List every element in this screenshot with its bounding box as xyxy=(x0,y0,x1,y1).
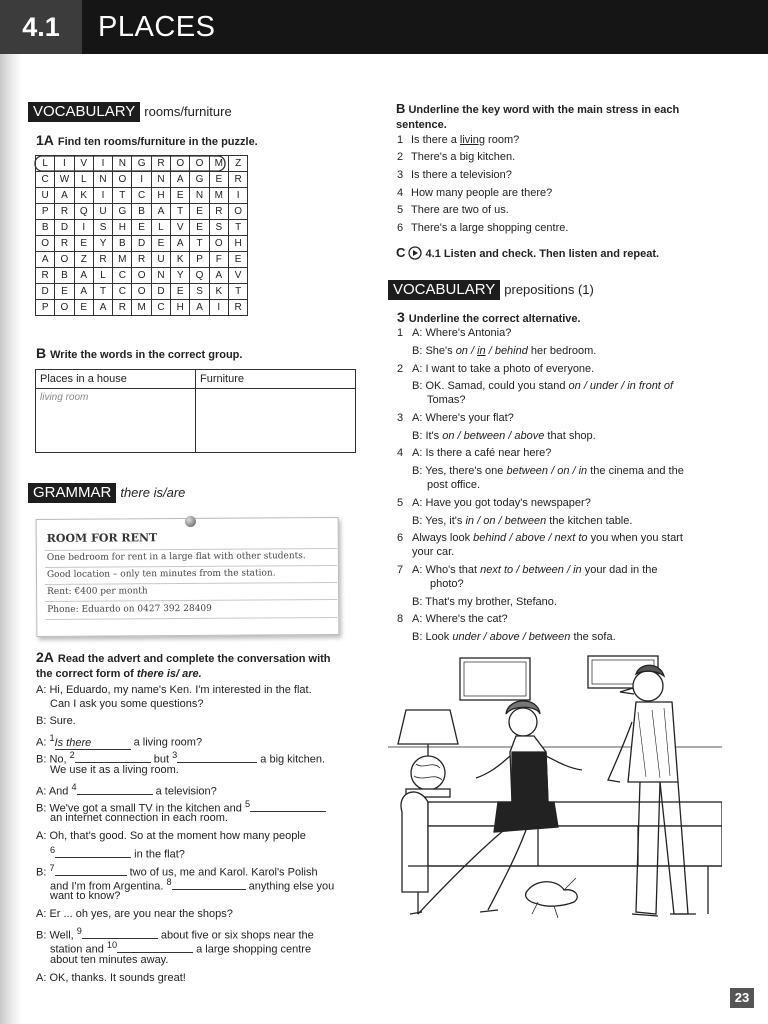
item-number: 3 xyxy=(397,412,404,424)
puzzle-cell[interactable]: E xyxy=(228,252,247,268)
exercise-number: B xyxy=(36,345,47,361)
puzzle-cell[interactable]: U xyxy=(93,204,112,220)
puzzle-cell[interactable]: T xyxy=(190,236,209,252)
puzzle-cell[interactable]: A xyxy=(74,268,93,284)
dialogue-line: B: Sure. xyxy=(36,715,76,727)
dialogue-line: B: Well, $^9$ about five or six shops near the xyxy=(36,926,314,942)
advert-line: Good location – only ten minutes from the station. xyxy=(46,568,276,580)
puzzle-cell[interactable]: E xyxy=(190,220,209,236)
puzzle-cell[interactable]: I xyxy=(93,188,112,204)
list-item: 6 There's a large shopping centre. xyxy=(397,222,569,234)
answer-blank[interactable] xyxy=(250,801,326,812)
puzzle-row xyxy=(36,284,248,300)
groups-cell-furniture xyxy=(196,389,356,453)
dialogue-line: B: We've got a small TV in the kitchen and $^5$ xyxy=(36,797,326,816)
puzzle-cell[interactable]: U xyxy=(36,188,55,204)
exercise-3-heading: 3 Underline the correct alternative. xyxy=(397,309,581,325)
puzzle-cell[interactable]: T xyxy=(171,204,190,220)
puzzle-cell[interactable]: R xyxy=(36,268,55,284)
puzzle-row xyxy=(36,268,248,284)
dialogue-line: Always look behind / above / next to you when you start xyxy=(412,532,683,544)
puzzle-cell[interactable]: Q xyxy=(190,268,209,284)
answer-blank[interactable] xyxy=(77,784,153,795)
list-item: 1 Is there a living room? xyxy=(397,134,520,146)
exercise-instruction: Underline the key word with the main stress in each sentence. xyxy=(396,104,680,131)
dialogue-line: B: OK. Samad, could you stand on / under / in front of xyxy=(412,380,674,392)
vocabulary-tag: VOCABULARY xyxy=(28,102,140,122)
puzzle-cell[interactable]: P xyxy=(190,252,209,268)
item-number: 6 xyxy=(397,532,404,544)
puzzle-cell[interactable]: S xyxy=(93,220,112,236)
puzzle-row xyxy=(36,236,248,252)
puzzle-cell[interactable]: O xyxy=(132,284,151,300)
puzzle-cell[interactable]: G xyxy=(132,156,151,172)
puzzle-cell[interactable]: C xyxy=(132,188,151,204)
puzzle-cell[interactable]: R xyxy=(132,252,151,268)
puzzle-cell[interactable]: P xyxy=(36,300,55,316)
dialogue-line: A: I want to take a photo of everyone. xyxy=(412,363,595,375)
puzzle-cell[interactable]: E xyxy=(132,220,151,236)
exercise-b-heading xyxy=(396,101,726,133)
word-search-puzzle xyxy=(35,155,248,316)
exercise-instruction: Find ten rooms/furniture in the puzzle. xyxy=(57,136,258,148)
puzzle-cell[interactable]: V xyxy=(228,268,247,284)
puzzle-cell[interactable]: H xyxy=(228,236,247,252)
exercise-number: 2A xyxy=(36,649,54,665)
answer-blank[interactable] xyxy=(55,847,131,858)
puzzle-cell[interactable]: H xyxy=(113,220,132,236)
puzzle-cell[interactable]: E xyxy=(55,284,74,300)
puzzle-cell[interactable]: D xyxy=(132,236,151,252)
puzzle-cell[interactable]: E xyxy=(209,172,228,188)
dialogue-line: B: That's my brother, Stefano. xyxy=(412,596,557,608)
advert-note xyxy=(36,517,340,637)
puzzle-cell[interactable]: E xyxy=(171,188,190,204)
page-title: PLACES xyxy=(98,11,216,43)
puzzle-row xyxy=(36,300,248,316)
groups-table xyxy=(35,369,356,453)
puzzle-cell[interactable]: O xyxy=(171,156,190,172)
living-room-illustration xyxy=(388,652,722,942)
puzzle-cell[interactable]: L xyxy=(36,156,55,172)
puzzle-cell[interactable]: R xyxy=(228,172,247,188)
puzzle-cell[interactable]: G xyxy=(190,172,209,188)
answer-blank[interactable] xyxy=(177,752,257,763)
dialogue-line: B: She's on / in / behind her bedroom. xyxy=(412,345,597,357)
puzzle-cell[interactable]: R xyxy=(55,204,74,220)
puzzle-cell[interactable]: O xyxy=(55,252,74,268)
dialogue-line: B: $^7$ two of us, me and Karol. Karol's Polish xyxy=(36,863,318,879)
vocabulary-subtitle: rooms/furniture xyxy=(144,104,232,119)
dialogue-line: post office. xyxy=(427,479,480,491)
dialogue-line: Tomas? xyxy=(427,394,466,406)
answer-blank[interactable] xyxy=(82,928,158,939)
puzzle-cell[interactable]: Z xyxy=(74,252,93,268)
advert-line: Rent: €400 per month xyxy=(47,586,148,597)
audio-play-icon[interactable] xyxy=(408,246,422,260)
exercise-1a-heading xyxy=(36,132,258,148)
puzzle-cell[interactable]: K xyxy=(171,252,190,268)
advert-line: Phone: Eduardo on 0427 392 28409 xyxy=(47,603,212,615)
page-header xyxy=(0,0,768,54)
dialogue-line: B: Yes, it's in / on / between the kitchen table. xyxy=(412,515,633,527)
item-number: 8 xyxy=(397,613,404,625)
puzzle-cell[interactable]: B xyxy=(55,268,74,284)
puzzle-cell[interactable]: O xyxy=(55,300,74,316)
puzzle-cell[interactable]: B xyxy=(132,204,151,220)
puzzle-cell[interactable]: O xyxy=(228,204,247,220)
exercise-instruction: Read the advert and complete the conversation with the correct form of xyxy=(36,653,331,680)
unit-number: 4.1 xyxy=(0,0,82,54)
dialogue-line: A: Where's your flat? xyxy=(412,412,514,424)
puzzle-row xyxy=(36,172,248,188)
puzzle-cell[interactable]: S xyxy=(209,220,228,236)
dialogue-line: We use it as a living room. xyxy=(50,764,179,776)
puzzle-cell[interactable]: I xyxy=(132,172,151,188)
puzzle-row xyxy=(36,204,248,220)
advert-line: One bedroom for rent in a large flat with other students. xyxy=(46,551,306,563)
puzzle-cell[interactable]: M xyxy=(132,300,151,316)
puzzle-cell[interactable]: M xyxy=(113,252,132,268)
puzzle-cell[interactable]: R xyxy=(209,204,228,220)
puzzle-cell[interactable]: A xyxy=(209,268,228,284)
groups-header-furniture: Furniture xyxy=(196,370,356,389)
puzzle-cell[interactable]: U xyxy=(151,252,170,268)
answer-blank[interactable]: Is there xyxy=(55,737,131,750)
puzzle-cell[interactable]: C xyxy=(113,284,132,300)
puzzle-cell[interactable]: V xyxy=(74,156,93,172)
item-number: 2 xyxy=(397,363,404,375)
answer-blank[interactable] xyxy=(172,879,246,890)
dialogue-line: and I'm from Argentina. $^8$ anything else you xyxy=(50,877,335,893)
puzzle-cell[interactable]: B xyxy=(36,220,55,236)
dialogue-line: A: Where's the cat? xyxy=(412,613,508,625)
vocabulary-prepositions-heading xyxy=(388,280,594,300)
puzzle-cell[interactable]: I xyxy=(93,156,112,172)
answer-blank[interactable] xyxy=(117,942,193,953)
answer-blank[interactable] xyxy=(55,865,127,876)
item-number: 7 xyxy=(397,564,404,576)
puzzle-cell[interactable]: E xyxy=(74,236,93,252)
puzzle-cell[interactable]: C xyxy=(113,268,132,284)
puzzle-cell[interactable]: I xyxy=(209,300,228,316)
puzzle-cell[interactable]: K xyxy=(209,284,228,300)
dialogue-line: A: OK, thanks. It sounds great! xyxy=(36,972,186,984)
dialogue-line: photo? xyxy=(430,578,464,590)
puzzle-cell[interactable]: D xyxy=(151,284,170,300)
grammar-heading xyxy=(28,483,185,503)
dialogue-line: B: No, $^2$ but $^3$ a big kitchen. xyxy=(36,750,326,766)
puzzle-cell[interactable]: H xyxy=(151,188,170,204)
dialogue-line: Can I ask you some questions? xyxy=(50,698,204,710)
dialogue-line: B: Yes, there's one between / on / in the cinema and the xyxy=(412,465,684,477)
groups-header-places: Places in a house xyxy=(36,370,196,389)
dialogue-line: station and $^{10}$ a large shopping centre xyxy=(50,940,312,956)
puzzle-cell[interactable]: D xyxy=(55,220,74,236)
puzzle-cell[interactable]: O xyxy=(113,172,132,188)
dialogue-line: B: It's on / between / above that shop. xyxy=(412,430,596,442)
exercise-number: 1A xyxy=(36,132,54,148)
puzzle-cell[interactable]: I xyxy=(228,188,247,204)
page-shadow xyxy=(0,50,22,1024)
puzzle-cell[interactable]: A xyxy=(171,172,190,188)
puzzle-cell[interactable]: C xyxy=(151,300,170,316)
puzzle-cell[interactable]: T xyxy=(228,284,247,300)
list-item: 4 How many people are there? xyxy=(397,187,553,199)
puzzle-cell[interactable]: A xyxy=(93,300,112,316)
puzzle-cell[interactable]: A xyxy=(74,284,93,300)
page-number: 23 xyxy=(730,988,754,1008)
puzzle-cell[interactable]: O xyxy=(190,156,209,172)
item-number: 4 xyxy=(397,447,404,459)
exercise-c-heading: C 4.1 Listen and check. Then listen and repeat. xyxy=(396,245,660,260)
puzzle-cell[interactable]: R xyxy=(228,300,247,316)
dialogue-line: A: Where's Antonia? xyxy=(412,327,512,339)
list-item: 5 There are two of us. xyxy=(397,204,509,216)
puzzle-cell[interactable]: R xyxy=(113,300,132,316)
dialogue-line: B: Look under / above / between the sofa. xyxy=(412,631,616,643)
puzzle-cell[interactable]: B xyxy=(113,236,132,252)
puzzle-row xyxy=(36,252,248,268)
puzzle-cell[interactable]: M xyxy=(209,156,228,172)
puzzle-cell[interactable]: H xyxy=(171,300,190,316)
puzzle-cell[interactable]: Y xyxy=(171,268,190,284)
puzzle-cell[interactable]: O xyxy=(209,236,228,252)
grammar-subtitle: there is/are xyxy=(120,485,186,500)
answer-blank[interactable] xyxy=(75,752,151,763)
pin-icon xyxy=(185,516,196,527)
dialogue-line: A: Is there a café near here? xyxy=(412,447,552,459)
exercise-instruction: Write the words in the correct group. xyxy=(50,349,243,361)
dialogue-line: $^6$ in the flat? xyxy=(50,845,185,861)
dialogue-line: an internet connection in each room. xyxy=(50,812,228,824)
puzzle-cell[interactable]: S xyxy=(190,284,209,300)
puzzle-cell[interactable]: L xyxy=(151,220,170,236)
puzzle-cell[interactable]: L xyxy=(74,172,93,188)
list-item: 2 There's a big kitchen. xyxy=(397,151,516,163)
puzzle-cell[interactable]: E xyxy=(74,300,93,316)
puzzle-cell[interactable]: A xyxy=(151,204,170,220)
puzzle-cell[interactable]: T xyxy=(228,220,247,236)
puzzle-cell[interactable]: I xyxy=(55,156,74,172)
dialogue-line: A: Hi, Eduardo, my name's Ken. I'm interested in the flat. xyxy=(36,684,312,696)
puzzle-cell[interactable]: O xyxy=(132,268,151,284)
puzzle-answer-loop xyxy=(33,155,253,173)
puzzle-cell[interactable]: N xyxy=(151,172,170,188)
puzzle-cell[interactable]: Q xyxy=(74,204,93,220)
puzzle-cell[interactable]: I xyxy=(74,220,93,236)
puzzle-cell[interactable]: Y xyxy=(93,236,112,252)
puzzle-cell[interactable]: Z xyxy=(228,156,247,172)
puzzle-cell[interactable]: F xyxy=(209,252,228,268)
puzzle-cell[interactable]: N xyxy=(151,268,170,284)
dialogue-line: A: $^1$Is there a living room? xyxy=(36,733,203,749)
exercise-1b-heading xyxy=(36,345,242,361)
grammar-tag: GRAMMAR xyxy=(28,483,116,503)
puzzle-cell[interactable]: N xyxy=(93,172,112,188)
puzzle-row xyxy=(36,188,248,204)
puzzle-cell[interactable]: R xyxy=(93,252,112,268)
vocabulary-subtitle: prepositions (1) xyxy=(504,282,594,297)
puzzle-cell[interactable]: P xyxy=(36,204,55,220)
dialogue-line: about ten minutes away. xyxy=(50,954,169,966)
puzzle-cell[interactable]: C xyxy=(36,172,55,188)
puzzle-cell[interactable]: T xyxy=(93,284,112,300)
puzzle-cell[interactable]: A xyxy=(171,236,190,252)
dialogue-line: your car. xyxy=(412,546,455,558)
exercise-number: B xyxy=(396,101,406,116)
puzzle-cell[interactable]: O xyxy=(36,236,55,252)
puzzle-cell[interactable]: A xyxy=(36,252,55,268)
vocabulary-tag: VOCABULARY xyxy=(388,280,500,300)
puzzle-cell[interactable]: E xyxy=(190,204,209,220)
puzzle-cell[interactable]: L xyxy=(93,268,112,284)
puzzle-cell[interactable]: N xyxy=(113,156,132,172)
puzzle-cell[interactable]: A xyxy=(55,188,74,204)
item-number: 5 xyxy=(397,497,404,509)
dialogue-line: A: Have you got today's newspaper? xyxy=(412,497,591,509)
vocabulary-heading xyxy=(28,102,232,122)
advert-title: ROOM FOR RENT xyxy=(46,531,158,545)
puzzle-row xyxy=(36,220,248,236)
exercise-instruction-italic: there is/ are. xyxy=(136,668,202,680)
puzzle-cell[interactable]: T xyxy=(113,188,132,204)
puzzle-cell[interactable]: M xyxy=(209,188,228,204)
dialogue-line: A: Who's that next to / between / in your dad in the xyxy=(412,564,658,576)
dialogue-line: want to know? xyxy=(50,890,121,902)
puzzle-cell[interactable]: K xyxy=(74,188,93,204)
exercise-2a-heading xyxy=(36,650,336,682)
puzzle-cell[interactable]: A xyxy=(190,300,209,316)
puzzle-cell[interactable]: V xyxy=(171,220,190,236)
groups-cell-places: living room xyxy=(36,389,196,453)
puzzle-cell[interactable]: G xyxy=(113,204,132,220)
list-item: 3 Is there a television? xyxy=(397,169,512,181)
puzzle-cell[interactable]: E xyxy=(151,236,170,252)
dialogue-line: A: And $^4$ a television? xyxy=(36,782,217,798)
dialogue-line: A: Oh, that's good. So at the moment how many people xyxy=(36,830,306,842)
puzzle-cell[interactable]: R xyxy=(151,156,170,172)
puzzle-cell[interactable]: E xyxy=(171,284,190,300)
puzzle-cell[interactable]: R xyxy=(55,236,74,252)
dialogue-line: A: Er ... oh yes, are you near the shops? xyxy=(36,908,233,920)
puzzle-cell[interactable]: W xyxy=(55,172,74,188)
puzzle-cell[interactable]: N xyxy=(190,188,209,204)
puzzle-cell[interactable]: D xyxy=(36,284,55,300)
item-number: 1 xyxy=(397,327,404,339)
